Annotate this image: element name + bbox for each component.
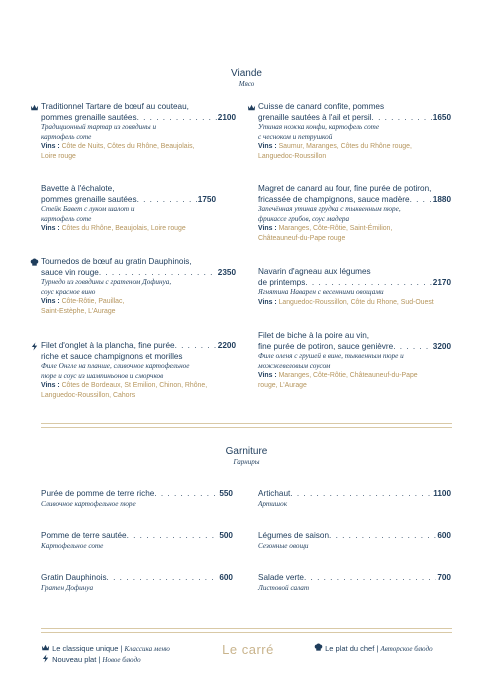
crown-icon	[247, 103, 256, 112]
wine-pairing	[258, 224, 451, 234]
wine-list: Côte-Rôtie, Pauillac,	[61, 298, 125, 305]
dish-translation: соус красное вино	[41, 287, 96, 296]
legend-chef-label: Le plat du chef	[325, 644, 375, 653]
menu-item-cuisse-canard	[258, 102, 451, 161]
crown-icon	[41, 643, 50, 652]
dish-translation: можжевеловым соусом	[258, 361, 331, 370]
side-name: Purée de pomme de terre riche	[41, 489, 155, 498]
side-name: Légumes de saison	[258, 531, 330, 540]
side-translation: Сезонные овощи	[258, 541, 309, 550]
dish-price: 1750	[197, 194, 216, 204]
legend-new-translation: Новое блюдо	[102, 656, 141, 664]
dish-translation: картофель соте	[41, 214, 92, 223]
side-name: Pomme de terre sautée	[41, 531, 127, 540]
wine-list: Saumur, Maranges, Côtes du Rhône rouge,	[278, 143, 412, 150]
wine-pairing	[258, 371, 451, 381]
side-name: Gratin Dauphinois	[41, 573, 107, 582]
dish-name-line: Bavette à l'échalote,	[41, 184, 115, 193]
legend-chef-translation: Авторское блюдо	[380, 645, 433, 653]
legend-classic-translation: Классика меню	[124, 645, 170, 653]
dish-price: 1650	[432, 112, 451, 122]
wine-list: Côtes du Rhône, Beaujolais, Loire rouge	[61, 225, 186, 232]
wine-label: Vins :	[258, 298, 277, 306]
dish-name-price-line	[41, 195, 216, 206]
menu-item-navarin	[258, 267, 451, 307]
wine-label: Vins :	[41, 382, 60, 389]
dish-name-price-line	[41, 268, 236, 279]
dish-translation: Турнедо из говядины с гратеном Дофинуа,	[41, 278, 172, 286]
side-item	[41, 573, 233, 593]
dish-translation: пюре и соус из шампиньонов и сморчков	[41, 371, 164, 380]
menu-item-bavette	[41, 184, 216, 234]
dish-translation: с чесноком и петрушкой	[258, 132, 333, 141]
legend-new: Nouveau plat | Новое блюдо	[41, 654, 141, 666]
dish-name-line: Filet de biche à la poire au vin,	[258, 331, 370, 340]
dish-translation: Стейк Бавет с луком шалот и	[41, 205, 135, 213]
side-translation: Сливочное картофельное пюре	[41, 499, 136, 508]
wine-label: Vins :	[258, 372, 277, 379]
wine-pairing	[41, 142, 236, 152]
dish-name: fine purée de potiron, sauce genièvre	[258, 341, 394, 351]
footer-divider	[41, 628, 452, 629]
side-item	[258, 489, 451, 509]
side-name: Salade verte	[258, 573, 304, 582]
wine-list: rouge, L'Aurage	[258, 381, 307, 389]
dish-name: pommes grenaille sautées	[41, 112, 137, 122]
wine-label: Vins :	[41, 298, 60, 305]
wine-list: Côte de Nuits, Côtes du Rhône, Beaujolais,	[61, 143, 195, 150]
section-divider	[41, 427, 452, 428]
section-divider	[41, 423, 452, 424]
side-name-price-line	[258, 531, 451, 542]
dish-price: 3200	[432, 341, 451, 351]
dish-name: pommes grenaille sautées	[41, 194, 137, 204]
wine-pairing	[41, 224, 216, 234]
wine-list: Maranges, Côte-Rôtie, Châteauneuf-du-Pape	[278, 372, 418, 379]
wine-label: Vins :	[258, 225, 277, 232]
side-translation: Листовой салат	[258, 583, 310, 592]
dish-translation: Филе оленя с грушей в вине, тыквенным пюре и	[258, 352, 404, 360]
wine-list: Maranges, Côte-Rôtie, Saint-Émilion,	[278, 225, 393, 232]
dish-name-line: Cuisse de canard confite, pommes	[258, 102, 385, 111]
side-item	[41, 531, 233, 551]
wine-pairing	[41, 297, 236, 307]
section-title-garniture: Garniture	[225, 446, 268, 457]
side-item	[258, 531, 451, 551]
dish-translation: фрикассе грибов, соус мадера	[258, 214, 350, 223]
brand-logo: Le carré	[222, 642, 274, 657]
dish-translation: Утиная ножка конфи, картофель соте	[258, 123, 380, 131]
side-name-price-line	[41, 531, 233, 542]
dish-translation: Ягнятина Наварен с весенними овощами	[258, 288, 384, 296]
dish-name-line: riche et sauce champignons et morilles	[41, 351, 183, 361]
dish-name: fricassée de champignons, sauce madère	[258, 194, 410, 204]
wine-label: Vins :	[41, 225, 60, 232]
wine-pairing	[258, 142, 451, 152]
wine-list: Côtes de Bordeaux, St Emilion, Chinon, Rhône,	[61, 382, 208, 389]
wine-list: Châteauneuf-du-Pape rouge	[258, 234, 346, 242]
side-name: Artichaut	[258, 489, 291, 498]
dish-translation: картофель соте	[41, 132, 92, 141]
footer-divider	[41, 632, 452, 633]
dish-translation: Филе Онгле на планше, сливочное картофельное	[41, 362, 190, 370]
side-item	[41, 489, 233, 509]
wine-list: Languedoc-Roussillon	[258, 152, 327, 160]
legend-chef: Le plat du chef | Авторское блюдо	[314, 643, 433, 655]
dish-price: 2200	[217, 341, 236, 350]
chef-hat-icon	[30, 258, 39, 267]
side-price: 600	[219, 573, 233, 582]
side-price: 1100	[433, 489, 451, 498]
section-subtitle-garniture: Гарниры	[233, 458, 260, 466]
side-name-price-line	[258, 573, 451, 584]
side-item	[258, 573, 451, 593]
menu-item-magret	[258, 184, 451, 243]
wine-list: Languedoc-Roussillon, Cahors	[41, 391, 136, 399]
side-price: 500	[219, 531, 233, 540]
side-translation: Артишок	[258, 499, 288, 508]
wine-label: Vins :	[258, 143, 277, 150]
dish-translation: Традиционный тартар из говядины и	[41, 123, 157, 131]
legend-classic: Le classique unique | Классика меню	[41, 643, 170, 655]
side-name-price-line	[258, 489, 451, 500]
dish-name: sauce vin rouge	[41, 267, 99, 277]
menu-item-filet-biche	[258, 331, 451, 390]
chef-hat-icon	[314, 643, 323, 652]
dish-name-price-line	[41, 341, 236, 352]
dish-name: Filet d'onglet à la plancha, fine purée	[41, 341, 175, 350]
menu-item-tournedos	[41, 257, 236, 316]
legend-classic-label: Le classique unique	[52, 644, 119, 653]
bolt-icon	[41, 654, 50, 663]
dish-name: grenaille sautées à l'ail et persil	[258, 112, 372, 122]
wine-pairing	[258, 298, 451, 308]
dish-name-line: Navarin d'agneau aux légumes	[258, 267, 371, 276]
dish-name-price-line	[258, 278, 451, 289]
side-price: 550	[219, 489, 233, 498]
side-price: 700	[437, 573, 451, 582]
dish-name-line: Tournedos de bœuf au gratin Dauphinois,	[41, 257, 192, 266]
dish-name: de printemps	[258, 277, 306, 287]
side-translation: Гратен Дофинуа	[41, 583, 94, 592]
section-subtitle-viande: Мясо	[238, 80, 255, 88]
crown-icon	[30, 103, 39, 112]
wine-label: Vins :	[41, 143, 60, 150]
dish-name-price-line	[258, 195, 451, 206]
dish-price: 2350	[217, 267, 236, 277]
legend-new-label: Nouveau plat	[52, 655, 97, 664]
wine-list: Saint-Estèphe, L'Aurage	[41, 307, 116, 315]
menu-item-onglet	[41, 341, 236, 400]
dish-name-price-line	[258, 113, 451, 124]
wine-list: Loire rouge	[41, 152, 76, 160]
side-name-price-line	[41, 489, 233, 500]
bolt-icon	[30, 342, 39, 351]
side-price: 600	[437, 531, 451, 540]
dish-name-price-line	[258, 342, 451, 353]
side-translation: Картофельное соте	[41, 541, 104, 550]
menu-item-tartare	[41, 102, 236, 161]
wine-list: Languedoc-Roussillon, Côte du Rhone, Sud-Ouest	[278, 298, 434, 306]
dish-name-line: Traditionnel Tartare de bœuf au couteau,	[41, 102, 189, 111]
dish-price: 1880	[432, 194, 451, 204]
dish-translation: Запечённая утиная грудка с тыквенным пюре,	[258, 205, 401, 213]
side-name-price-line	[41, 573, 233, 584]
dish-name-line: Magret de canard au four, fine purée de potiron,	[258, 184, 432, 193]
dish-price: 2170	[432, 277, 451, 287]
dish-name-price-line	[41, 113, 236, 124]
wine-pairing	[41, 381, 236, 391]
dish-price: 2100	[217, 112, 236, 122]
section-title-viande: Viande	[231, 68, 262, 79]
